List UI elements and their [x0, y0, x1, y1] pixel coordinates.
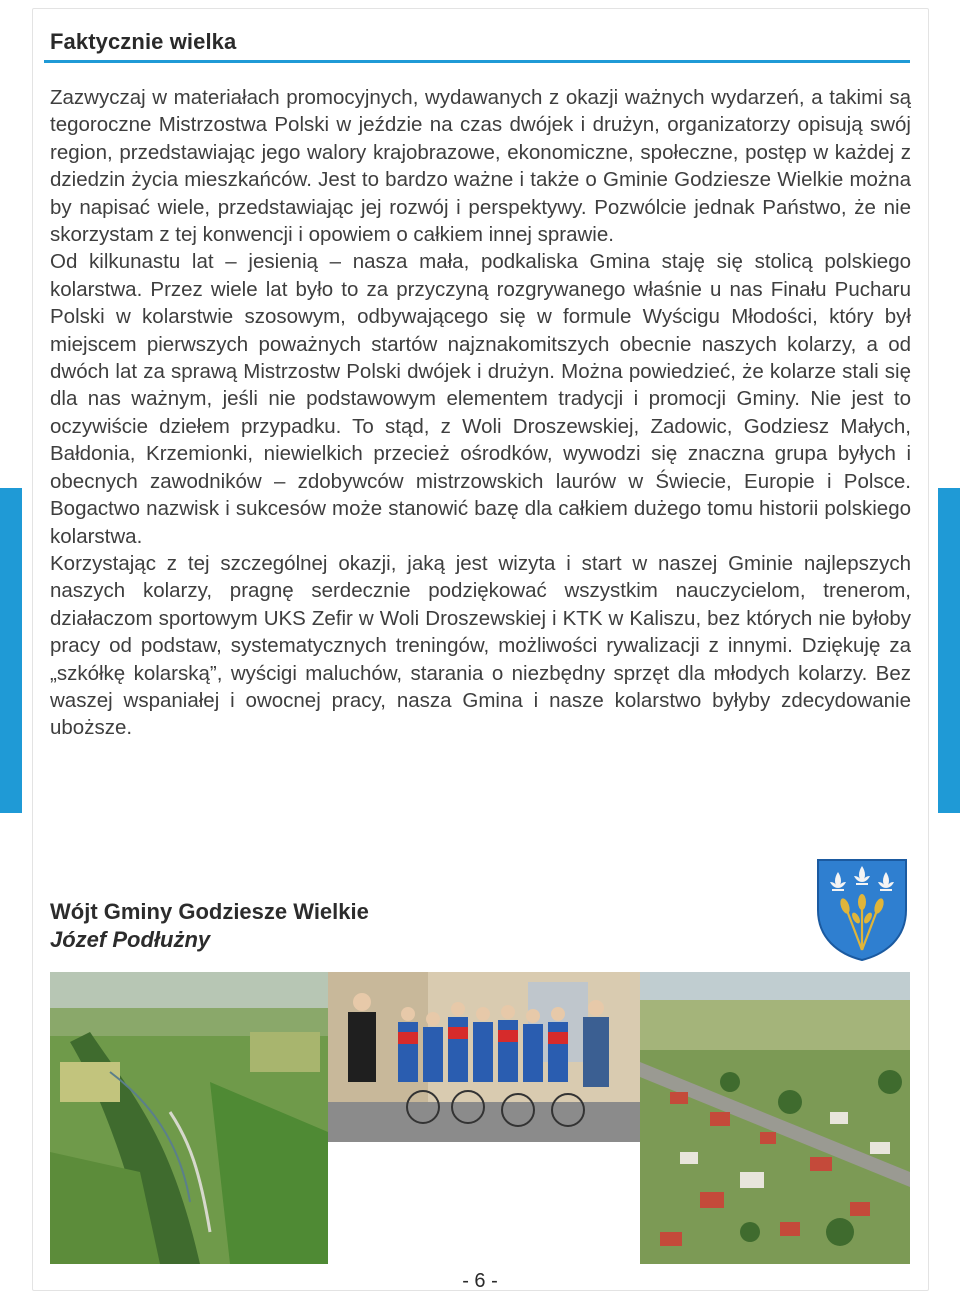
signature-name: Józef Podłużny — [50, 927, 211, 952]
header-rule — [44, 60, 910, 63]
right-side-tab — [938, 488, 960, 813]
signature — [50, 898, 369, 954]
aerial-village-photo — [640, 972, 910, 1264]
paragraph: Zazwyczaj w materiałach promocyjnych, wydawanych z okazji ważnych wydarzeń, a takimi są tegoroczne Mistrzostwa Polski w jeździe na czas dwójek i drużyn, organizatorzy opisują swój region, przedstawiając jego walory krajobrazowe, ekonomiczne, społeczne, postęp w każdej z dziedzin życia mieszkańców. Jest to bardzo ważne i także o Gminie Godziesze Wielkie można by napisać wiele, przedstawiając jej rozwój i perspektywy. Pozwólcie jednak Państwo, że nie skorzystam z tej konwencji i opowiem o całkiem innej sprawie. — [50, 86, 911, 247]
left-side-tab — [0, 488, 22, 813]
paragraph: Korzystając z tej szczególnej okazji, jaką jest wizyta i start w naszej Gminie najlepszych naszych kolarzy, pragnę serdecznie podziękować wszystkim nauczycielom, trenerom, działaczom sportowym UKS Zefir w Woli Droszewskiej i KTK w Kaliszu, bez których nie byłoby pracy od podstaw, systematycznych treningów, możliwości rywalizacji z innymi. Dziękuję za „szkółkę kolarską”, wyścigi maluchów, starania o niezbędny sprzęt dla młodych kolarzy. Bez waszej wspaniałej i owocnej pracy, nasza Gmina i nasze kolarstwo byłyby zdecydowanie uboższe. — [50, 551, 911, 740]
aerial-landscape-photo — [50, 972, 328, 1264]
page-number: - 6 - — [462, 1270, 498, 1292]
article-body — [50, 84, 911, 742]
page-title: Faktycznie wielka — [50, 29, 237, 54]
cyclists-group-photo — [328, 972, 640, 1142]
coat-of-arms-icon — [816, 858, 908, 962]
paragraph: Od kilkunastu lat – jesienią – nasza mała, podkaliska Gmina staję się stolicą polskiego kolarstwa. Przez wiele lat było to za przyczyną rozgrywanego właśnie u nas Finału Pucharu Polski w kolarstwie szosowym, odbywającego się w formule Wyścigu Młodości, który był miejscem pierwszych poważnych startów najznakomitszych obecnie naszych kolarzy, a od dwóch lat za sprawą Mistrzostw Polski dwójek i drużyn. Można powiedzieć, że kolarze stali się dla nas ważnym, jeśli nie podstawowym elementem tradycji i promocji Gminy. Nie jest to oczywiście dziełem przypadku. To stąd, z Woli Droszewskiej, Zadowic, Godziesz Małych, Bałdonia, Krzemionki, niewielkich przecież ośrodków, wywodzi się znaczna grupa byłych i obecnych zawodników – zdobywców mistrzowskich laurów w Świecie, Europie i Polsce. Bogactwo nazwisk i sukcesów może stanowić bazę dla całkiem dużego tomu historii polskiego kolarstwa. — [50, 250, 911, 548]
signature-role: Wójt Gminy Godziesze Wielkie — [50, 899, 369, 924]
photo-strip — [50, 972, 910, 1264]
